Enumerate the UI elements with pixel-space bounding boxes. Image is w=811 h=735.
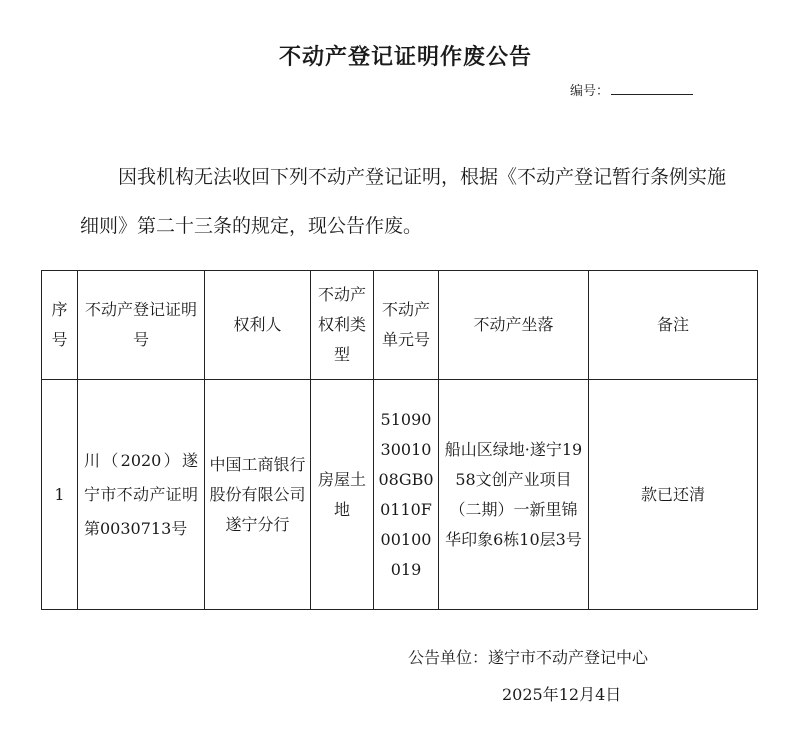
cell-holder: 中国工商银行股份有限公司遂宁分行	[205, 380, 311, 610]
notice-body: 因我机构无法收回下列不动产登记证明，根据《不动产登记暂行条例实施细则》第二十三条的规定，现公告作废。	[80, 166, 727, 237]
cell-unit-no: 510903001008GB00110F00100019	[374, 380, 439, 610]
cell-location: 船山区绿地·遂宁1958文创产业项目（二期）一新里锦华印象6栋10层3号	[439, 380, 589, 610]
header-unit-no: 不动产单元号	[374, 271, 439, 380]
header-holder: 权利人	[205, 271, 311, 380]
header-location: 不动产坐落	[439, 271, 589, 380]
cell-remark: 款已还清	[589, 380, 758, 610]
serial-number	[570, 80, 693, 99]
header-index: 序号	[42, 271, 78, 380]
header-right-type: 不动产权利类型	[311, 271, 374, 380]
serial-label: 编号：	[570, 84, 610, 99]
document-title: 不动产登记证明作废公告	[278, 45, 532, 70]
table-header-row	[42, 271, 758, 380]
cell-right-type: 房屋土地	[311, 380, 374, 610]
header-cert-no: 不动产登记证明号	[78, 271, 205, 380]
issuer: 公告单位：遂宁市不动产登记中心	[408, 648, 649, 667]
table-row	[42, 380, 758, 610]
serial-blank-line	[611, 82, 693, 95]
header-remark: 备注	[589, 271, 758, 380]
cell-cert-no: 川（2020）遂宁市不动产证明第0030713号	[78, 380, 205, 610]
cell-index: 1	[42, 380, 78, 610]
notice-table	[41, 270, 758, 610]
issue-date: 2025年12月4日	[502, 685, 622, 704]
